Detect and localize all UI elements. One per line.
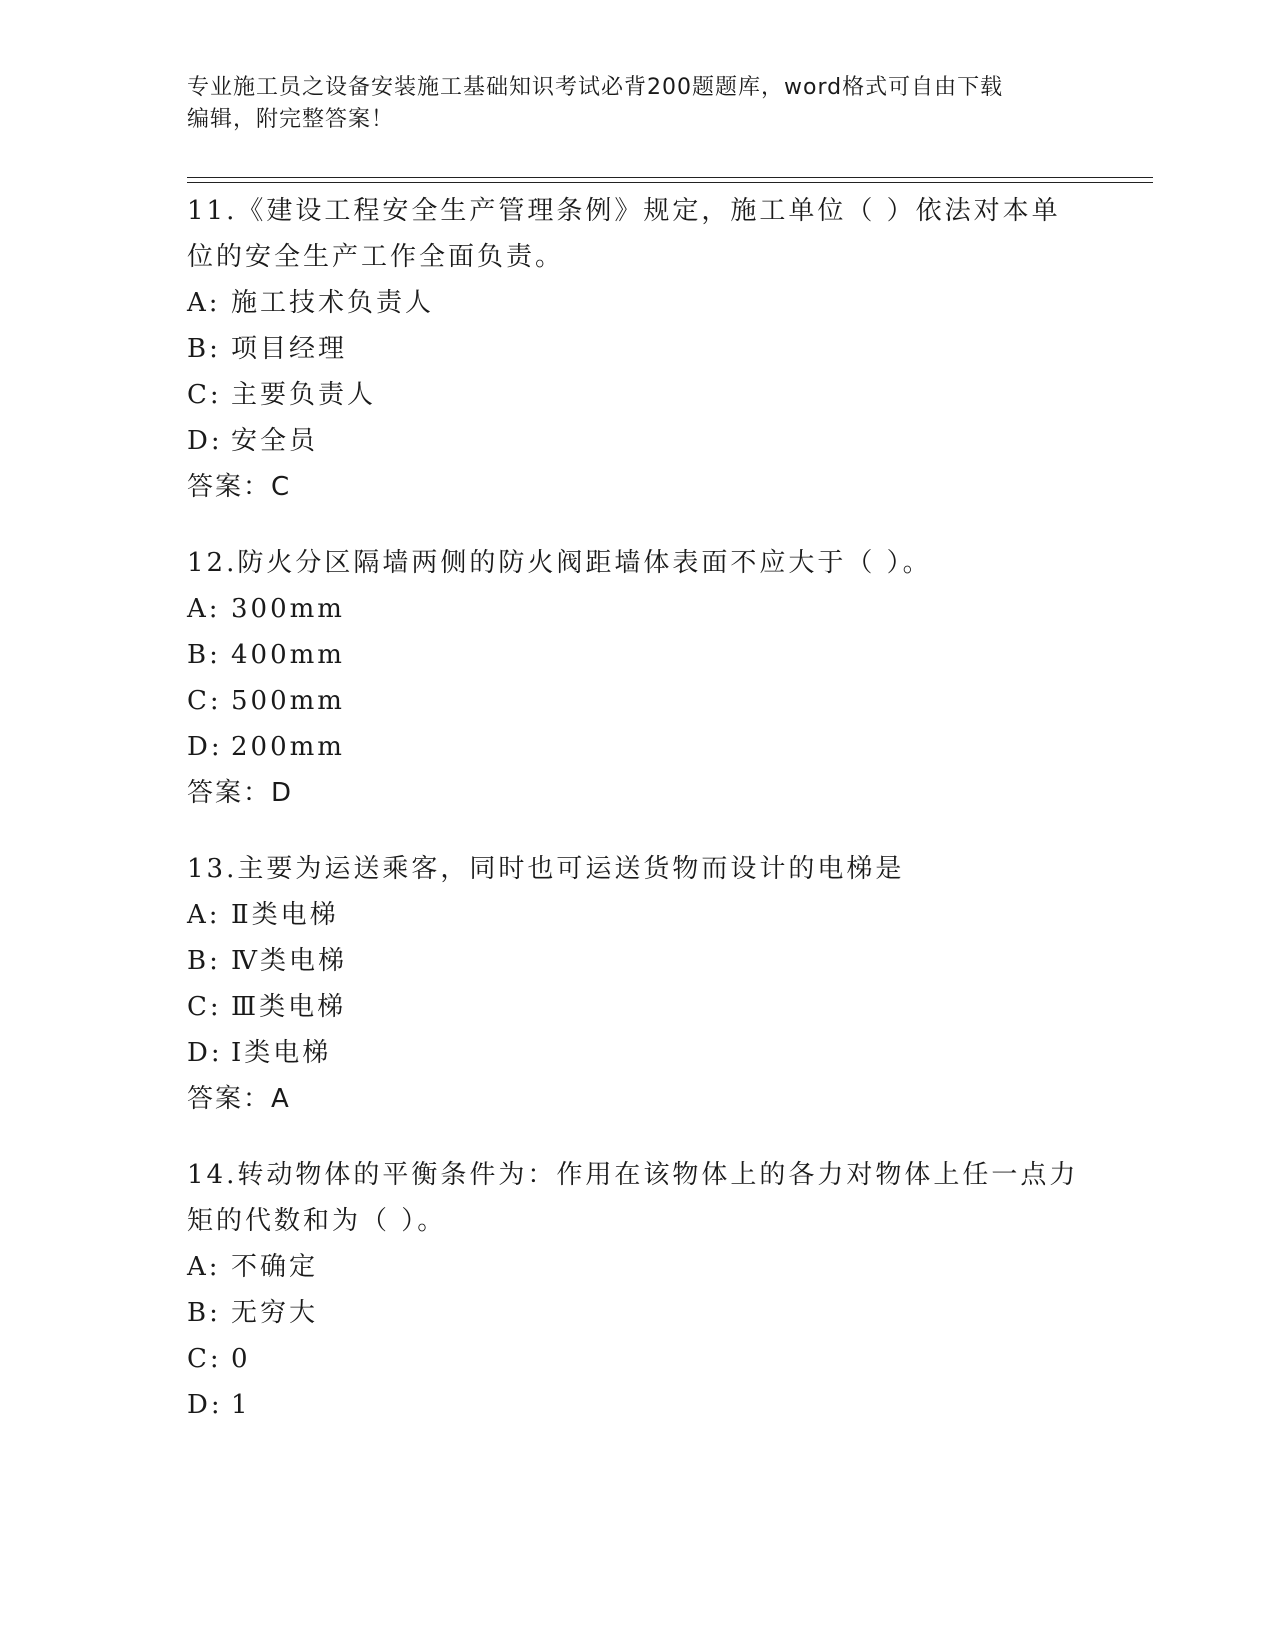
question-block (187, 188, 1087, 510)
question-list (187, 188, 1087, 1458)
answer-option (187, 724, 1087, 770)
option-letter: A: (187, 594, 221, 624)
option-letter: C: (187, 380, 222, 410)
option-text: Ⅰ类电梯 (231, 1038, 332, 1068)
option-letter: B: (187, 1298, 221, 1328)
question-stem-line: 矩的代数和为（ ）。 (187, 1206, 447, 1236)
answer-option (187, 938, 1087, 984)
question-block (187, 540, 1087, 816)
option-letter: A: (187, 288, 221, 318)
answer-key: 答案：C (187, 472, 292, 502)
answer-option (187, 1030, 1087, 1076)
header-line-1: 专业施工员之设备安装施工基础知识考试必背200题题库，word格式可自由下载 (187, 75, 1004, 100)
option-text: 安全员 (231, 426, 319, 456)
option-text: 200mm (231, 732, 345, 762)
question-stem-line: 13.主要为运送乘客，同时也可运送货物而设计的电梯是 (187, 854, 905, 884)
option-letter: C: (187, 686, 222, 716)
answer-option (187, 418, 1087, 464)
option-text: 项目经理 (231, 334, 348, 364)
question-stem-line: 11.《建设工程安全生产管理条例》规定，施工单位（ ）依法对本单 (187, 196, 1061, 226)
header-line-2: 编辑，附完整答案！ (187, 107, 395, 132)
option-text: 0 (231, 1344, 251, 1374)
answer-option (187, 1382, 1087, 1428)
option-text: 施工技术负责人 (231, 288, 435, 318)
option-letter: D: (187, 1390, 223, 1420)
option-letter: C: (187, 1344, 222, 1374)
answer-option (187, 1290, 1087, 1336)
option-text: Ⅲ类电梯 (231, 992, 347, 1022)
option-text: Ⅳ类电梯 (231, 946, 347, 976)
answer-option (187, 632, 1087, 678)
answer-option (187, 984, 1087, 1030)
option-letter: B: (187, 334, 221, 364)
question-stem-line: 14.转动物体的平衡条件为：作用在该物体上的各力对物体上任一点力 (187, 1160, 1079, 1190)
option-text: 主要负责人 (231, 380, 377, 410)
answer-option (187, 1244, 1087, 1290)
answer-option (187, 586, 1087, 632)
option-text: 无穷大 (231, 1298, 319, 1328)
answer-key: 答案：D (187, 778, 294, 808)
option-letter: B: (187, 946, 221, 976)
option-letter: D: (187, 1038, 223, 1068)
answer-option (187, 1336, 1087, 1382)
answer-option (187, 326, 1087, 372)
document-header (187, 72, 1067, 136)
answer-option (187, 892, 1087, 938)
question-block (187, 846, 1087, 1122)
option-text: 不确定 (231, 1252, 319, 1282)
question-block (187, 1152, 1087, 1428)
answer-option (187, 678, 1087, 724)
option-text: Ⅱ类电梯 (231, 900, 339, 930)
option-letter: A: (187, 1252, 221, 1282)
question-stem-line: 位的安全生产工作全面负责。 (187, 242, 565, 272)
option-letter: B: (187, 640, 221, 670)
answer-option (187, 280, 1087, 326)
header-divider-top (187, 177, 1153, 178)
option-letter: D: (187, 426, 223, 456)
answer-key: 答案：A (187, 1084, 291, 1114)
option-letter: A: (187, 900, 221, 930)
option-letter: C: (187, 992, 222, 1022)
option-text: 1 (231, 1390, 251, 1420)
option-text: 400mm (231, 640, 345, 670)
option-text: 500mm (231, 686, 345, 716)
option-text: 300mm (231, 594, 345, 624)
question-stem-line: 12.防火分区隔墙两侧的防火阀距墙体表面不应大于（ ）。 (187, 548, 932, 578)
header-divider-bottom (187, 182, 1153, 183)
answer-option (187, 372, 1087, 418)
option-letter: D: (187, 732, 223, 762)
